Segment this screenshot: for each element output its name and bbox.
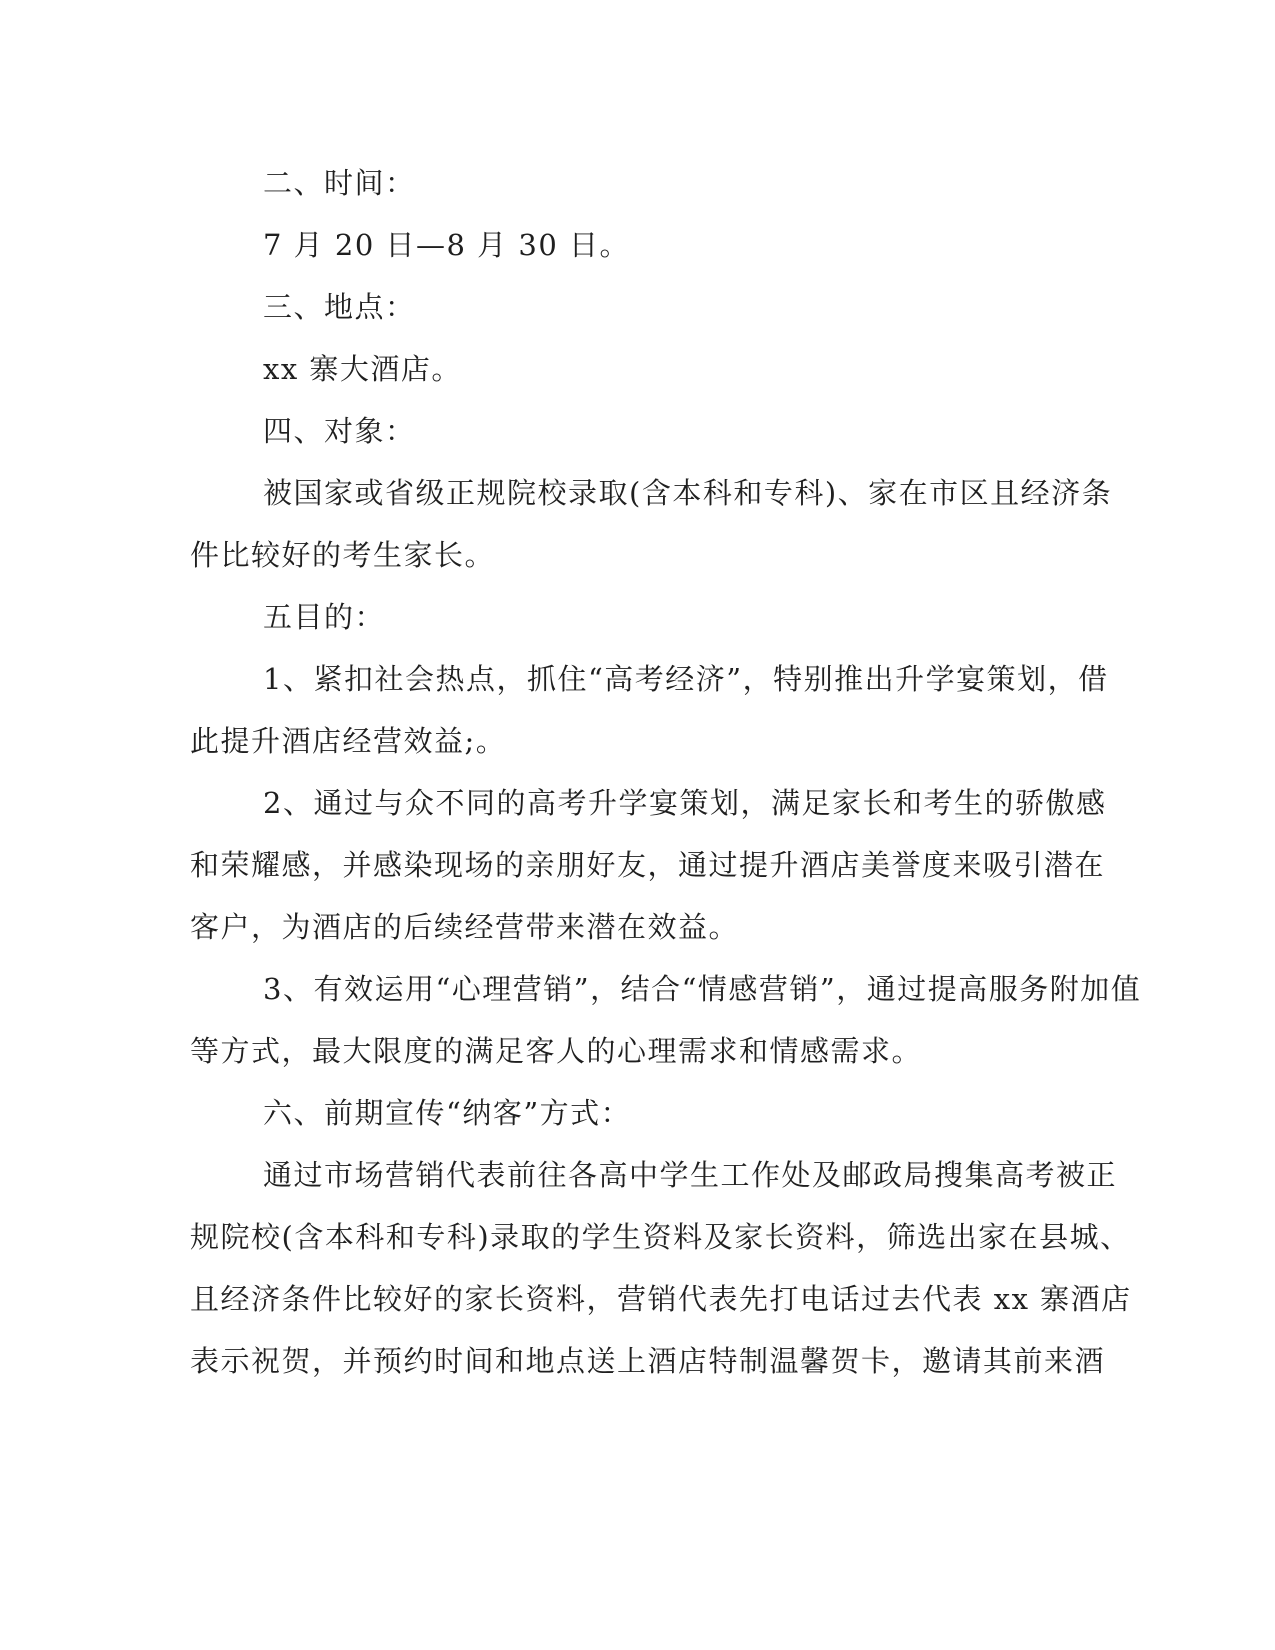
text-line-11: 2、通过与众不同的高考升学宴策划，满足家长和考生的骄傲感 [263,786,1107,820]
text-line-15: 等方式，最大限度的满足客人的心理需求和情感需求。 [190,1034,923,1068]
text-line-6: 被国家或省级正规院校录取(含本科和专科)、家在市区且经济条 [263,476,1113,510]
text-line-16: 六、前期宣传“纳客”方式： [263,1096,632,1130]
text-line-13: 客户，为酒店的后续经营带来潜在效益。 [190,910,740,944]
text-line-17: 通过市场营销代表前往各高中学生工作处及邮政局搜集高考被正 [263,1158,1118,1192]
text-line-10: 此提升酒店经营效益;。 [190,724,507,758]
text-line-20: 表示祝贺，并预约时间和地点送上酒店特制温馨贺卡，邀请其前来酒 [190,1344,1106,1378]
text-line-8: 五目的： [263,600,386,634]
text-line-2: 7 月 20 日—8 月 30 日。 [263,228,631,262]
text-line-14: 3、有效运用“心理营销”，结合“情感营销”，通过提高服务附加值 [263,972,1142,1006]
text-line-9: 1、紧扣社会热点，抓住“高考经济”，特别推出升学宴策划，借 [263,662,1109,696]
text-line-7: 件比较好的考生家长。 [190,538,496,572]
text-line-3: 三、地点： [263,290,416,324]
text-line-1: 二、时间： [263,166,416,200]
text-line-19: 且经济条件比较好的家长资料，营销代表先打电话过去代表 xx 寨酒店 [190,1282,1132,1316]
document-body [190,152,1142,1392]
text-line-18: 规院校(含本科和专科)录取的学生资料及家长资料，筛选出家在县城、 [190,1220,1131,1254]
text-line-12: 和荣耀感，并感染现场的亲朋好友，通过提升酒店美誉度来吸引潜在 [190,848,1106,882]
text-line-4: xx 寨大酒店。 [263,352,462,386]
text-line-5: 四、对象： [263,414,416,448]
